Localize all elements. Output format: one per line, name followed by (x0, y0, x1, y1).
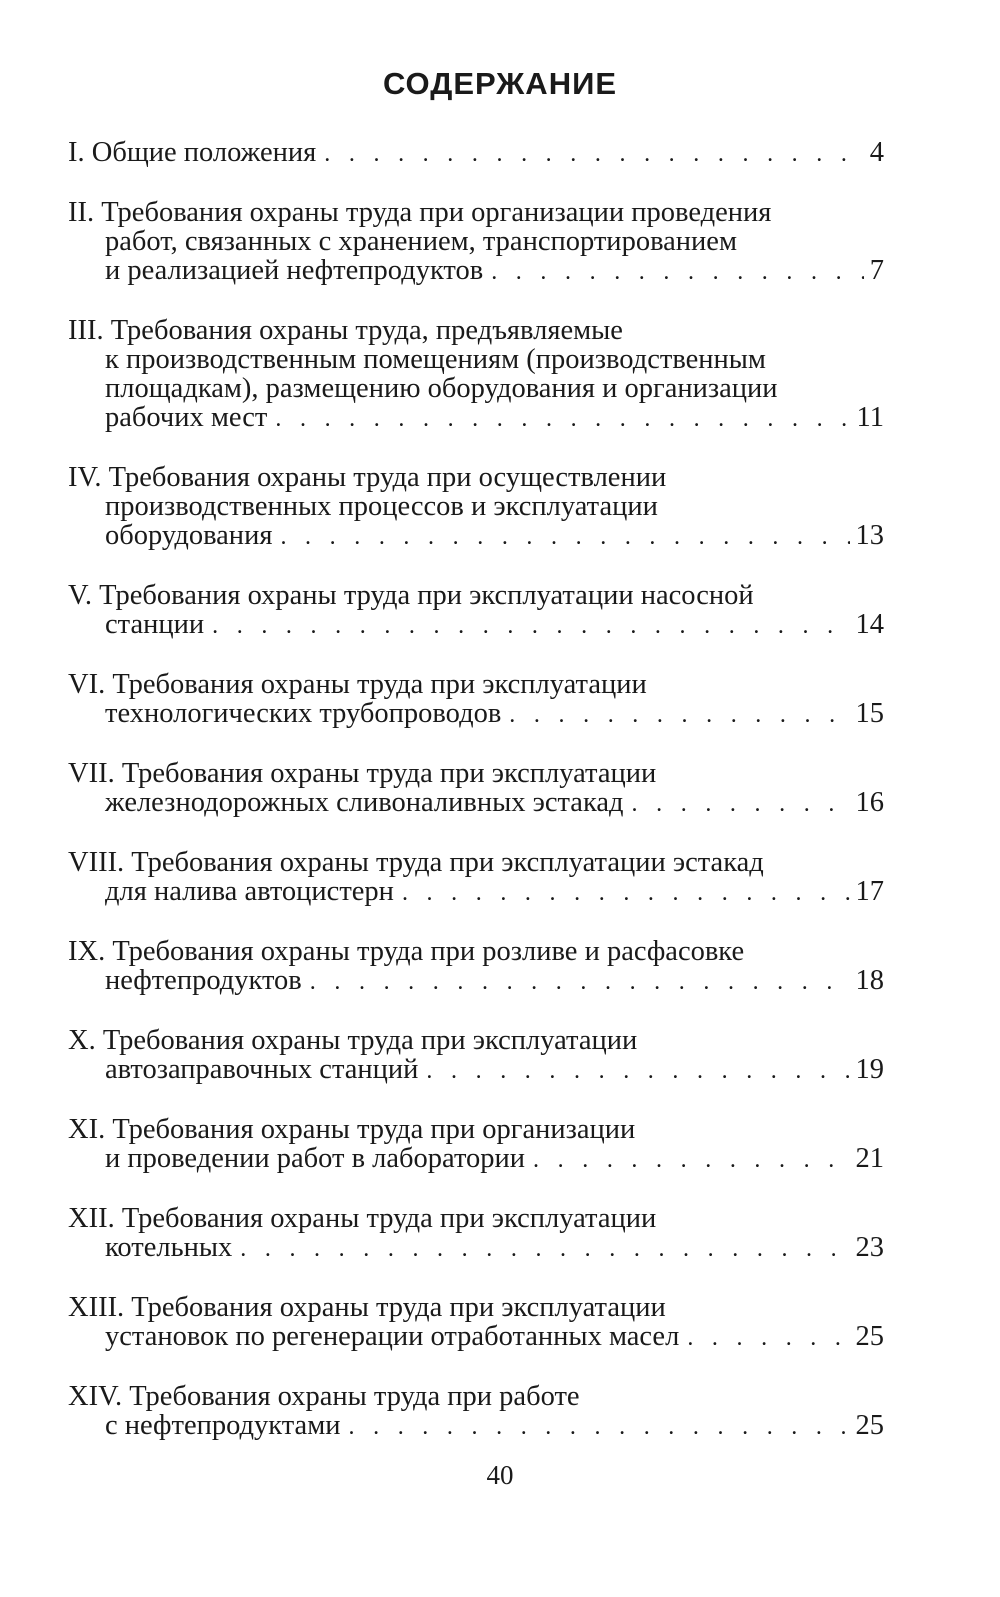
dot-leader (349, 1413, 850, 1442)
toc-entry-last-line (68, 788, 884, 819)
toc-entry-line: XII. Требования охраны труда при эксплуатации (68, 1203, 657, 1234)
toc-entry-line: и реализацией нефтепродуктов (105, 255, 484, 286)
page-number: 40 (486, 1460, 514, 1490)
toc-entry (68, 138, 884, 169)
toc-entry-last-line (68, 1233, 884, 1264)
dot-leader (275, 405, 850, 434)
toc-entry-line: II. Требования охраны труда при организации проведения (68, 197, 772, 228)
dot-leader (491, 258, 864, 287)
toc-page-number: 13 (855, 520, 884, 551)
toc-entry (68, 759, 884, 819)
toc-entry-line: к производственным помещениям (производственным (105, 344, 766, 375)
toc-entry (68, 1382, 884, 1442)
page-title: СОДЕРЖАНИЕ (382, 66, 618, 101)
toc-entry (68, 198, 884, 287)
dot-leader (240, 1235, 849, 1264)
toc-page-number: 17 (855, 876, 884, 907)
toc-entry-last-line (68, 138, 884, 169)
dot-leader (509, 701, 849, 730)
toc-page-number: 25 (855, 1410, 884, 1441)
toc-entry-line: производственных процессов и эксплуатации (105, 491, 658, 522)
dot-leader (310, 968, 850, 997)
toc-entry-line: IX. Требования охраны труда при розливе и расфасовке (68, 936, 745, 967)
toc-entry-line: технологических трубопроводов (105, 698, 502, 729)
toc-entry-line: работ, связанных с хранением, транспортированием (105, 226, 737, 257)
dot-leader (632, 790, 850, 819)
toc-entry (68, 1293, 884, 1353)
toc-entry-line: IV. Требования охраны труда при осуществлении (68, 462, 667, 493)
toc-entry-line: для налива автоцистерн (105, 876, 394, 907)
toc-entry-line: III. Требования охраны труда, предъявляемые (68, 315, 623, 346)
toc-entry-line: VIII. Требования охраны труда при эксплуатации эстакад (68, 847, 764, 878)
toc-entry (68, 1026, 884, 1086)
toc-page-number: 21 (855, 1143, 884, 1174)
toc-entry-line: оборудования (105, 520, 273, 551)
toc-entry (68, 848, 884, 908)
toc-entry (68, 1115, 884, 1175)
toc-entry-last-line (68, 877, 884, 908)
toc-entry-line: X. Требования охраны труда при эксплуатации (68, 1025, 638, 1056)
toc-page-number: 19 (855, 1054, 884, 1085)
toc-entry-last-line (68, 1055, 884, 1086)
dot-leader (687, 1324, 849, 1353)
toc-entry-last-line (68, 1411, 884, 1442)
toc-page-number: 23 (855, 1232, 884, 1263)
toc-entry-last-line (68, 1322, 884, 1353)
toc-entry-line: и проведении работ в лаборатории (105, 1143, 526, 1174)
toc-entry-line: железнодорожных сливоналивных эстакад (105, 787, 624, 818)
toc-entry-line: VII. Требования охраны труда при эксплуатации (68, 758, 657, 789)
toc-entry-line: площадкам), размещению оборудования и организации (105, 373, 778, 404)
toc-entry-last-line (68, 610, 884, 641)
toc-entry-line: V. Требования охраны труда при эксплуатации насосной (68, 580, 754, 611)
toc-entry (68, 937, 884, 997)
toc-entry-line: нефтепродуктов (105, 965, 302, 996)
toc-entry-line: рабочих мест (105, 402, 268, 433)
toc-entry (68, 463, 884, 552)
toc-page-number: 14 (855, 609, 884, 640)
dot-leader (324, 140, 863, 169)
toc-entry (68, 1204, 884, 1264)
toc-page-number: 18 (855, 965, 884, 996)
toc-entry-last-line (68, 966, 884, 997)
toc-entry-last-line (68, 403, 884, 434)
dot-leader (533, 1146, 849, 1175)
toc-entry-line: автозаправочных станций (105, 1054, 419, 1085)
toc-entry-line: установок по регенерации отработанных масел (105, 1321, 680, 1352)
dot-leader (402, 879, 850, 908)
toc-entry-line: с нефтепродуктами (105, 1410, 341, 1441)
toc-page-number: 25 (855, 1321, 884, 1352)
toc-entry-last-line (68, 699, 884, 730)
toc-entry-last-line (68, 256, 884, 287)
toc-page-number: 4 (869, 137, 884, 168)
toc-entry (68, 316, 884, 434)
toc-page-number: 11 (856, 402, 884, 433)
toc-page-number: 15 (855, 698, 884, 729)
toc-entry-last-line (68, 1144, 884, 1175)
toc-entry-line: VI. Требования охраны труда при эксплуатации (68, 669, 647, 700)
dot-leader (426, 1057, 849, 1086)
dot-leader (212, 612, 849, 641)
toc-entry (68, 670, 884, 730)
toc-entry-line: XI. Требования охраны труда при организации (68, 1114, 636, 1145)
toc-entry-line: станции (105, 609, 205, 640)
toc-page-number: 7 (869, 255, 884, 286)
toc-entry-line: I. Общие положения (68, 137, 317, 168)
toc-entry (68, 581, 884, 641)
toc-entry-line: XIII. Требования охраны труда при эксплуатации (68, 1292, 666, 1323)
toc-entry-line: XIV. Требования охраны труда при работе (68, 1381, 580, 1412)
dot-leader (280, 523, 849, 552)
table-of-contents (68, 138, 884, 1471)
toc-entry-last-line (68, 521, 884, 552)
toc-page-number: 16 (855, 787, 884, 818)
toc-entry-line: котельных (105, 1232, 233, 1263)
